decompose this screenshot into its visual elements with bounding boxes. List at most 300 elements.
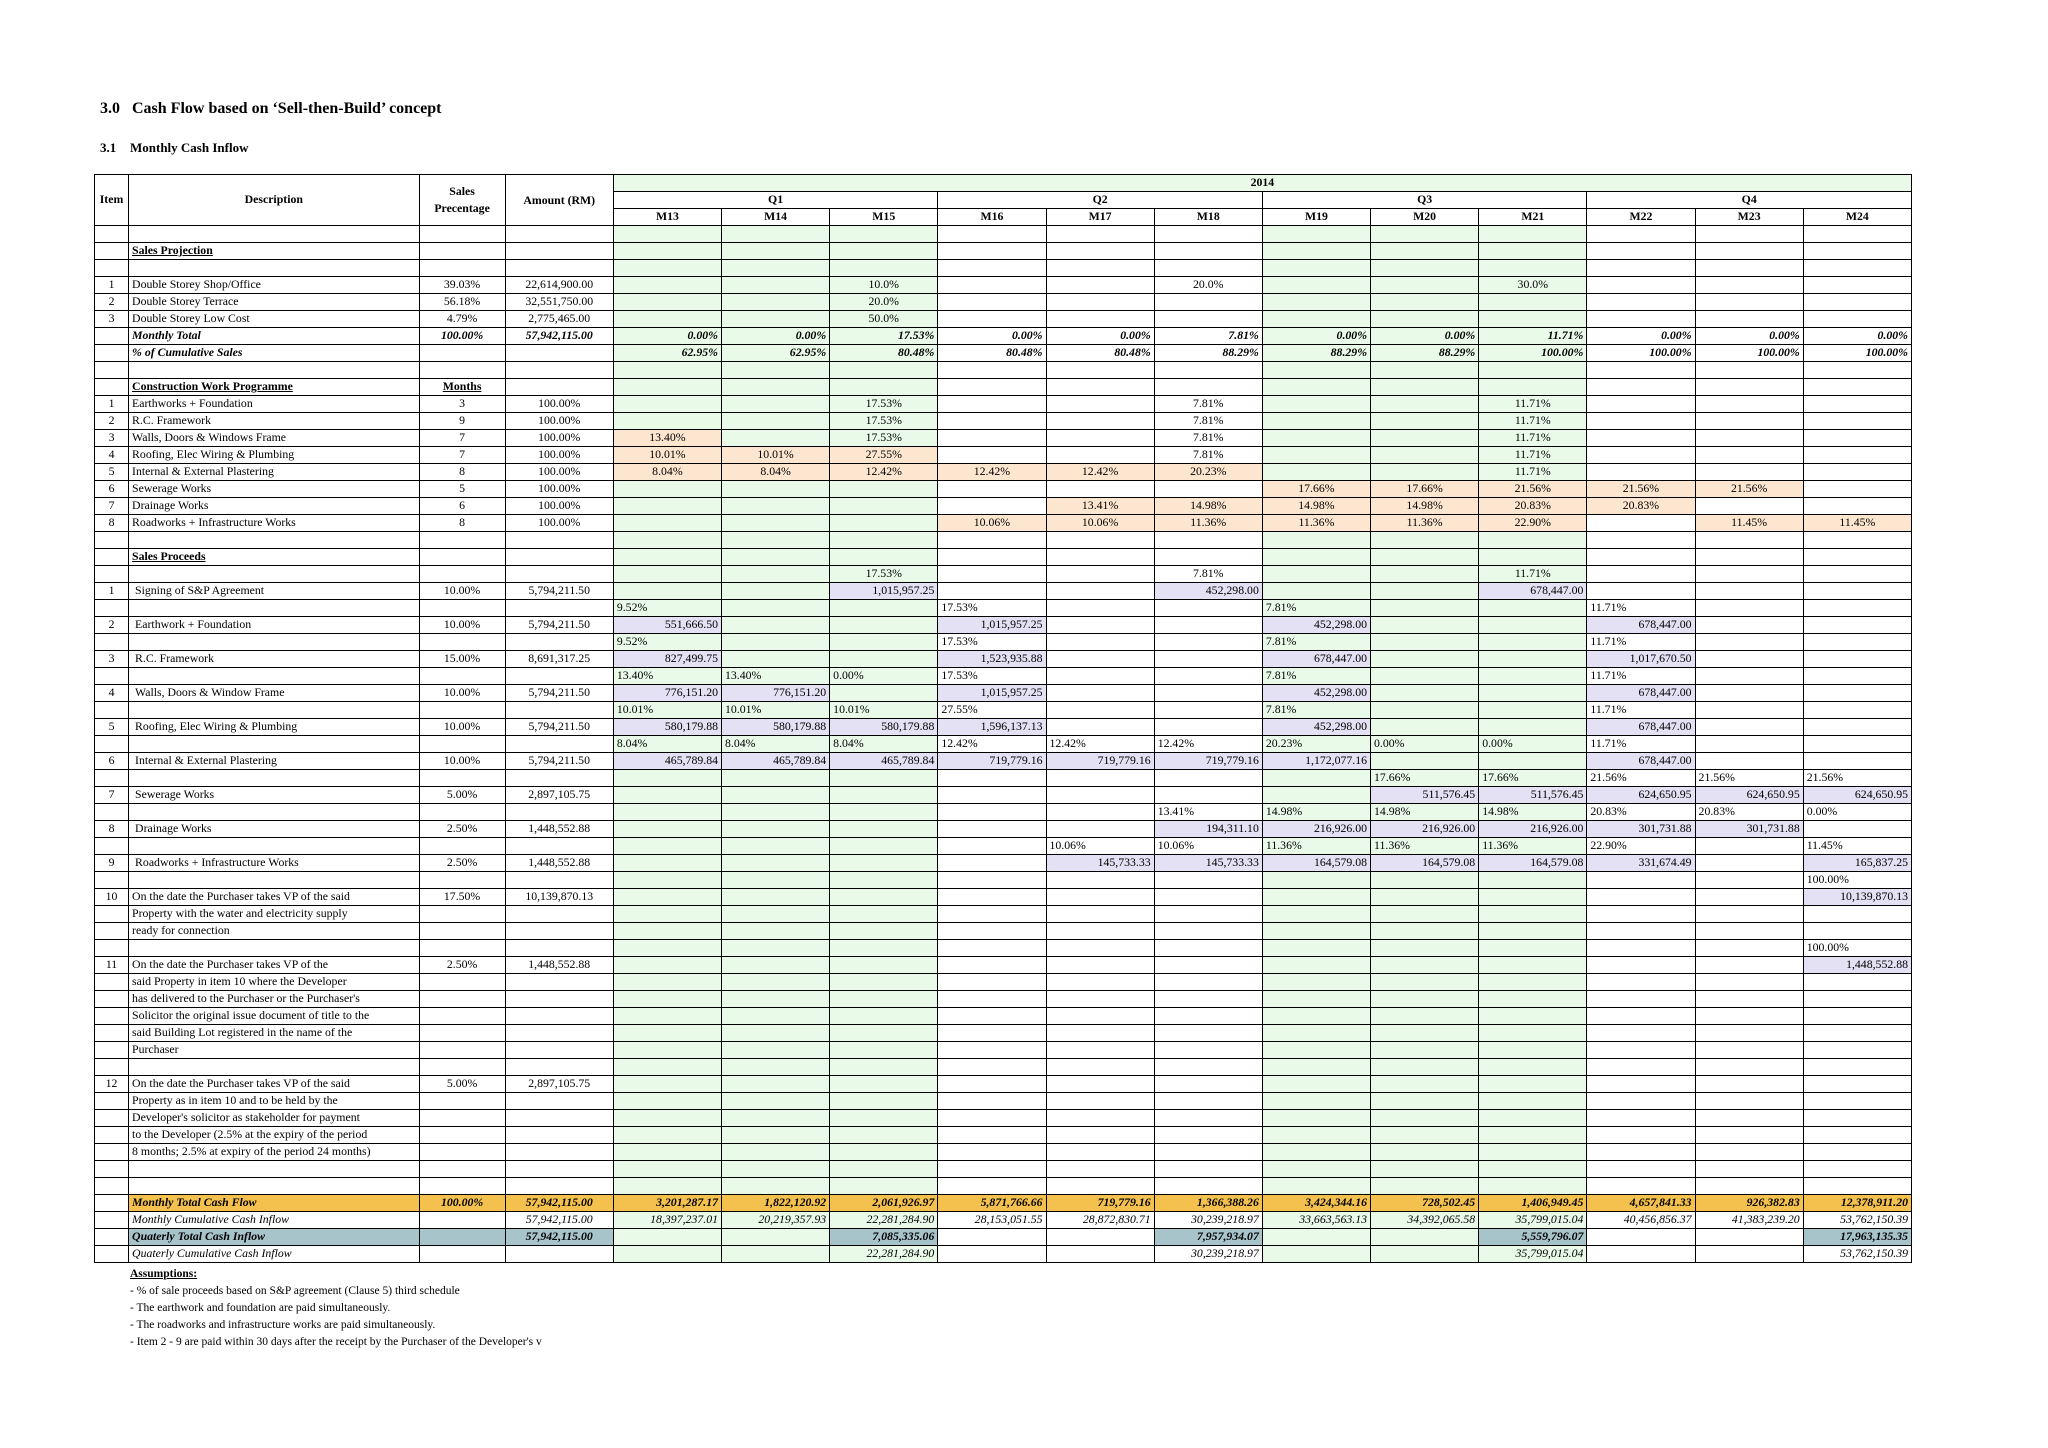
table-cell: 465,789.84 [613, 753, 721, 770]
table-cell [419, 243, 505, 260]
table-cell [419, 838, 505, 855]
table-cell [1371, 464, 1479, 481]
table-cell [938, 957, 1046, 974]
table-cell [1803, 1042, 1911, 1059]
table-cell [1262, 362, 1370, 379]
table-cell [1262, 1008, 1370, 1025]
table-cell [1803, 1144, 1911, 1161]
table-cell [1803, 413, 1911, 430]
table-cell [722, 1076, 830, 1093]
table-cell [1262, 906, 1370, 923]
table-cell: 331,674.49 [1587, 855, 1695, 872]
table-cell: Signing of S&P Agreement [129, 583, 419, 600]
table-cell: 6 [95, 753, 129, 770]
table-cell: 452,298.00 [1262, 685, 1370, 702]
table-cell [938, 1042, 1046, 1059]
table-cell [505, 1246, 613, 1263]
header-month: M18 [1154, 209, 1262, 226]
table-cell [938, 243, 1046, 260]
table-cell: 3 [419, 396, 505, 413]
table-cell: 11.36% [1371, 515, 1479, 532]
table-cell [1479, 1178, 1587, 1195]
table-cell [1262, 277, 1370, 294]
table-cell [1262, 1110, 1370, 1127]
table-cell: 10.01% [722, 702, 830, 719]
table-cell: 216,926.00 [1262, 821, 1370, 838]
table-cell: 27.55% [830, 447, 938, 464]
table-cell [505, 532, 613, 549]
table-cell [830, 957, 938, 974]
table-cell: 4.79% [419, 311, 505, 328]
header-month: M22 [1587, 209, 1695, 226]
table-cell: 14.98% [1371, 498, 1479, 515]
table-cell: 100.00% [1479, 345, 1587, 362]
table-cell [1154, 634, 1262, 651]
table-cell: 465,789.84 [830, 753, 938, 770]
table-cell: 100.00% [1803, 940, 1911, 957]
table-cell: 10.00% [419, 617, 505, 634]
table-cell [830, 804, 938, 821]
table-cell: 678,447.00 [1479, 583, 1587, 600]
table-cell: 0.00% [1803, 328, 1911, 345]
table-cell [722, 617, 830, 634]
table-cell: Roofing, Elec Wiring & Plumbing [129, 447, 419, 464]
table-cell: 7 [95, 498, 129, 515]
table-cell [1046, 1178, 1154, 1195]
table-cell: 17.50% [419, 889, 505, 906]
table-cell: 0.00% [830, 668, 938, 685]
table-row [95, 1212, 1912, 1229]
table-cell: 7.81% [1262, 668, 1370, 685]
table-cell: 511,576.45 [1371, 787, 1479, 804]
table-cell [1154, 1008, 1262, 1025]
table-cell [1803, 668, 1911, 685]
table-cell [1587, 1025, 1695, 1042]
table-cell [1803, 396, 1911, 413]
table-cell [722, 1008, 830, 1025]
table-cell [1371, 600, 1479, 617]
table-cell: 11.36% [1262, 838, 1370, 855]
table-row [95, 770, 1912, 787]
table-cell [830, 1008, 938, 1025]
table-cell: 12.42% [1154, 736, 1262, 753]
table-cell [419, 1178, 505, 1195]
table-cell [1479, 532, 1587, 549]
header-quarter: Q3 [1262, 192, 1587, 209]
table-cell [938, 294, 1046, 311]
table-cell [1262, 1144, 1370, 1161]
table-cell [938, 855, 1046, 872]
table-cell [1695, 379, 1803, 396]
table-cell: to the Developer (2.5% at the expiry of the period [129, 1127, 419, 1144]
table-cell [1046, 1076, 1154, 1093]
table-cell [505, 362, 613, 379]
table-cell [722, 957, 830, 974]
table-cell [1371, 430, 1479, 447]
table-cell: 20,219,357.93 [722, 1212, 830, 1229]
table-cell: 88.29% [1154, 345, 1262, 362]
table-cell [1046, 396, 1154, 413]
table-row [95, 872, 1912, 889]
table-cell: R.C. Framework [129, 413, 419, 430]
table-cell: 5,794,211.50 [505, 753, 613, 770]
table-cell [1371, 651, 1479, 668]
table-cell [95, 362, 129, 379]
header-month: M14 [722, 209, 830, 226]
table-cell: 57,942,115.00 [505, 1229, 613, 1246]
table-cell: 2.50% [419, 957, 505, 974]
table-cell [1154, 940, 1262, 957]
table-cell: 100.00% [505, 515, 613, 532]
table-cell [1695, 1076, 1803, 1093]
table-cell: 12 [95, 1076, 129, 1093]
table-cell [830, 515, 938, 532]
table-cell [1803, 260, 1911, 277]
table-row [95, 328, 1912, 345]
table-cell [419, 600, 505, 617]
table-cell: 1,448,552.88 [505, 821, 613, 838]
table-cell [1695, 413, 1803, 430]
table-cell [1371, 719, 1479, 736]
table-cell: 22,281,284.90 [830, 1246, 938, 1263]
section-heading [100, 100, 442, 118]
table-cell [1046, 532, 1154, 549]
table-cell [1587, 1076, 1695, 1093]
table-cell [1371, 532, 1479, 549]
table-cell: 7.81% [1154, 328, 1262, 345]
table-cell [1587, 430, 1695, 447]
table-cell [1479, 226, 1587, 243]
table-cell [1154, 923, 1262, 940]
table-cell [1262, 464, 1370, 481]
table-cell: 624,650.95 [1587, 787, 1695, 804]
table-cell: 0.00% [613, 328, 721, 345]
table-cell: 11.71% [1479, 413, 1587, 430]
table-cell: 56.18% [419, 294, 505, 311]
table-cell [1371, 940, 1479, 957]
table-cell [613, 1161, 721, 1178]
table-cell [938, 1059, 1046, 1076]
table-cell [938, 838, 1046, 855]
table-cell: 926,382.83 [1695, 1195, 1803, 1212]
table-cell [722, 549, 830, 566]
table-cell [722, 821, 830, 838]
table-cell: 452,298.00 [1262, 617, 1370, 634]
table-cell [505, 906, 613, 923]
table-cell: Quaterly Cumulative Cash Inflow [129, 1246, 419, 1263]
table-cell: 3,201,287.17 [613, 1195, 721, 1212]
table-cell: 1,015,957.25 [830, 583, 938, 600]
table-cell: 100.00% [419, 328, 505, 345]
table-cell [830, 481, 938, 498]
table-cell [1046, 1059, 1154, 1076]
table-cell [1262, 583, 1370, 600]
table-cell: 17.66% [1262, 481, 1370, 498]
table-cell: 11 [95, 957, 129, 974]
table-cell [1371, 549, 1479, 566]
table-cell [129, 668, 419, 685]
table-cell [1587, 1093, 1695, 1110]
table-cell [1371, 1229, 1479, 1246]
table-cell [938, 260, 1046, 277]
table-cell [613, 277, 721, 294]
table-cell [938, 1008, 1046, 1025]
table-cell: Roadworks + Infrastructure Works [129, 855, 419, 872]
table-cell: 10.00% [419, 583, 505, 600]
table-cell: 8 [95, 821, 129, 838]
table-cell: 12.42% [938, 736, 1046, 753]
table-cell [1154, 532, 1262, 549]
table-cell [830, 855, 938, 872]
table-cell [1046, 1127, 1154, 1144]
table-cell [830, 532, 938, 549]
table-cell: 20.0% [830, 294, 938, 311]
table-cell [1154, 991, 1262, 1008]
table-cell: 194,311.10 [1154, 821, 1262, 838]
table-cell: Months [419, 379, 505, 396]
table-cell [1695, 583, 1803, 600]
table-cell: 12,378,911.20 [1803, 1195, 1911, 1212]
table-cell [1479, 991, 1587, 1008]
table-cell: 1 [95, 277, 129, 294]
table-cell [1371, 1025, 1479, 1042]
table-cell [938, 481, 1046, 498]
table-cell [129, 566, 419, 583]
table-cell [1803, 923, 1911, 940]
table-cell [830, 1127, 938, 1144]
table-cell [938, 1076, 1046, 1093]
table-row [95, 226, 1912, 243]
table-cell: 11.45% [1803, 838, 1911, 855]
table-cell [938, 277, 1046, 294]
table-cell [938, 1127, 1046, 1144]
table-cell [613, 243, 721, 260]
table-cell [1479, 753, 1587, 770]
table-cell [505, 838, 613, 855]
table-cell [419, 1059, 505, 1076]
table-cell: 100.00% [505, 498, 613, 515]
table-row [95, 651, 1912, 668]
table-cell [1154, 1161, 1262, 1178]
table-cell: 10.01% [613, 447, 721, 464]
table-cell [938, 413, 1046, 430]
table-cell [613, 1127, 721, 1144]
table-cell: 728,502.45 [1371, 1195, 1479, 1212]
table-cell: 21.56% [1587, 770, 1695, 787]
table-cell: 11.71% [1587, 736, 1695, 753]
table-cell [613, 362, 721, 379]
table-cell: ready for connection [129, 923, 419, 940]
table-cell [1587, 906, 1695, 923]
table-cell [129, 532, 419, 549]
table-cell [613, 906, 721, 923]
table-cell [1695, 362, 1803, 379]
table-row [95, 906, 1912, 923]
table-cell [1046, 906, 1154, 923]
table-cell [505, 1059, 613, 1076]
table-cell [613, 481, 721, 498]
table-cell [1587, 532, 1695, 549]
table-cell: 0.00% [722, 328, 830, 345]
table-cell: Property as in item 10 and to be held by the [129, 1093, 419, 1110]
table-cell [1587, 957, 1695, 974]
table-cell [505, 736, 613, 753]
table-cell [1803, 1178, 1911, 1195]
table-cell [505, 1025, 613, 1042]
table-cell [1587, 1008, 1695, 1025]
table-row [95, 464, 1912, 481]
assumption-line: - The earthwork and foundation are paid simultaneously. [130, 1302, 391, 1314]
table-cell [1695, 1042, 1803, 1059]
table-cell [613, 1110, 721, 1127]
table-cell [722, 923, 830, 940]
table-cell: 22.90% [1587, 838, 1695, 855]
table-cell: Property with the water and electricity supply [129, 906, 419, 923]
table-cell: % of Cumulative Sales [129, 345, 419, 362]
table-cell [1046, 430, 1154, 447]
table-cell: 14.98% [1262, 498, 1370, 515]
table-cell: 20.23% [1262, 736, 1370, 753]
table-row [95, 345, 1912, 362]
table-cell: 827,499.75 [613, 651, 721, 668]
table-cell [1154, 1093, 1262, 1110]
table-cell [1479, 940, 1587, 957]
table-cell: 0.00% [1479, 736, 1587, 753]
table-cell [1371, 991, 1479, 1008]
table-row [95, 583, 1912, 600]
table-cell [1154, 600, 1262, 617]
table-row [95, 855, 1912, 872]
table-cell [613, 889, 721, 906]
table-cell [722, 413, 830, 430]
table-cell [830, 974, 938, 991]
table-cell [1371, 617, 1479, 634]
table-cell: Solicitor the original issue document of title to the [129, 1008, 419, 1025]
table-cell [1371, 668, 1479, 685]
table-cell: 10.00% [419, 753, 505, 770]
header-month: M24 [1803, 209, 1911, 226]
table-cell [129, 362, 419, 379]
table-row [95, 1025, 1912, 1042]
table-cell [722, 787, 830, 804]
table-cell [613, 413, 721, 430]
table-cell [1371, 889, 1479, 906]
table-cell: 20.23% [1154, 464, 1262, 481]
table-cell [419, 1110, 505, 1127]
table-cell [1695, 1144, 1803, 1161]
table-cell [419, 1025, 505, 1042]
table-cell [1371, 1178, 1479, 1195]
table-cell: 11.36% [1479, 838, 1587, 855]
table-cell [1479, 1042, 1587, 1059]
table-cell [95, 532, 129, 549]
table-cell [419, 532, 505, 549]
table-row [95, 736, 1912, 753]
table-cell: 145,733.33 [1154, 855, 1262, 872]
table-cell: 14.98% [1154, 498, 1262, 515]
table-cell: 11.45% [1695, 515, 1803, 532]
table-cell [95, 940, 129, 957]
table-cell: Internal & External Plastering [129, 753, 419, 770]
table-cell [1371, 957, 1479, 974]
table-cell [95, 736, 129, 753]
table-cell: 1,523,935.88 [938, 651, 1046, 668]
table-row [95, 685, 1912, 702]
table-cell [95, 328, 129, 345]
table-cell [830, 906, 938, 923]
table-cell [419, 991, 505, 1008]
table-cell [505, 600, 613, 617]
table-cell [1587, 413, 1695, 430]
table-cell [1262, 957, 1370, 974]
table-cell [1803, 753, 1911, 770]
table-cell [1695, 685, 1803, 702]
table-cell [1695, 277, 1803, 294]
table-cell [95, 838, 129, 855]
table-cell [1046, 1246, 1154, 1263]
table-cell: 11.71% [1587, 600, 1695, 617]
table-cell [1695, 923, 1803, 940]
table-cell [1587, 362, 1695, 379]
table-cell: Roadworks + Infrastructure Works [129, 515, 419, 532]
table-cell: 11.71% [1587, 702, 1695, 719]
table-cell: Earthworks + Foundation [129, 396, 419, 413]
table-cell: 20.83% [1587, 498, 1695, 515]
table-cell [1371, 447, 1479, 464]
table-cell [722, 1059, 830, 1076]
table-row [95, 1008, 1912, 1025]
table-cell [1479, 379, 1587, 396]
table-cell [1262, 889, 1370, 906]
table-cell [505, 226, 613, 243]
table-cell: said Building Lot registered in the name of the [129, 1025, 419, 1042]
table-cell: 21.56% [1803, 770, 1911, 787]
table-row [95, 600, 1912, 617]
table-cell: 164,579.08 [1262, 855, 1370, 872]
table-cell [1695, 855, 1803, 872]
table-cell: Purchaser [129, 1042, 419, 1059]
table-cell [1479, 923, 1587, 940]
table-cell [1154, 906, 1262, 923]
table-cell [1154, 1127, 1262, 1144]
table-cell [613, 1144, 721, 1161]
table-cell: 10.06% [938, 515, 1046, 532]
table-cell: Roofing, Elec Wiring & Plumbing [129, 719, 419, 736]
table-cell [1046, 481, 1154, 498]
table-cell [505, 1110, 613, 1127]
table-cell: Internal & External Plastering [129, 464, 419, 481]
table-cell [95, 1025, 129, 1042]
table-cell [1046, 634, 1154, 651]
table-cell [1262, 532, 1370, 549]
table-cell [1587, 923, 1695, 940]
table-cell [830, 226, 938, 243]
table-cell [1587, 379, 1695, 396]
table-cell [129, 770, 419, 787]
header-item: Item [95, 175, 129, 226]
table-cell [1046, 413, 1154, 430]
table-cell: 30,239,218.97 [1154, 1246, 1262, 1263]
table-cell [1695, 1008, 1803, 1025]
table-cell: 6 [95, 481, 129, 498]
table-cell [1695, 957, 1803, 974]
table-cell [1803, 447, 1911, 464]
table-cell [1695, 600, 1803, 617]
table-cell: On the date the Purchaser takes VP of the [129, 957, 419, 974]
table-cell [722, 634, 830, 651]
table-cell [1046, 566, 1154, 583]
table-cell [938, 532, 1046, 549]
